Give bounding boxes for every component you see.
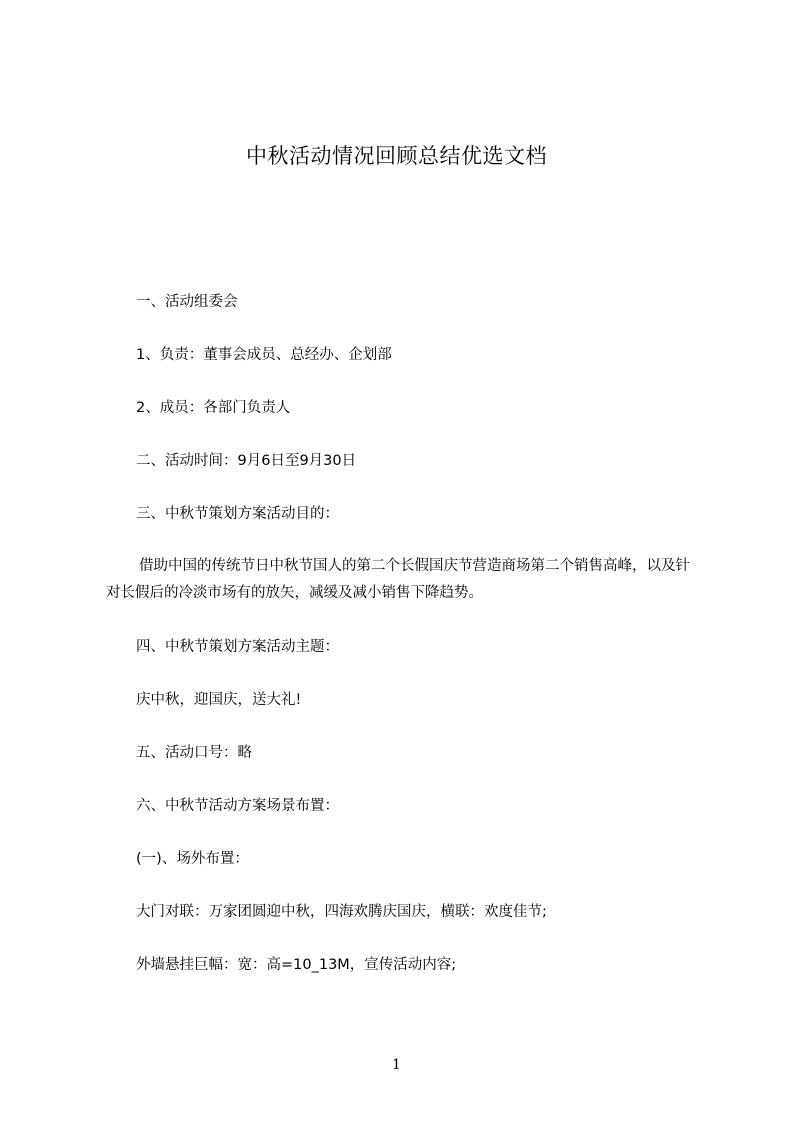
paragraph-members: 2、成员：各部门负责人	[136, 400, 291, 416]
paragraph-wall-banner: 外墙悬挂巨幅：宽：高=10_13M，宣传活动内容;	[136, 957, 457, 973]
subheading-outdoor-layout: (一)、场外布置：	[136, 851, 249, 867]
section-heading-scene-layout: 六、中秋节活动方案场景布置：	[136, 798, 339, 814]
section-heading-slogan: 五、活动口号：略	[136, 745, 252, 761]
section-heading-activity-purpose: 三、中秋节策划方案活动目的：	[136, 506, 339, 522]
paragraph-theme-body: 庆中秋，迎国庆，送大礼!	[136, 692, 302, 708]
document-title: 中秋活动情况回顾总结优选文档	[246, 144, 547, 168]
section-heading-organizing-committee: 一、活动组委会	[136, 294, 238, 310]
section-heading-activity-time: 二、活动时间：9月6日至9月30日	[136, 453, 357, 469]
paragraph-responsibility: 1、负责：董事会成员、总经办、企划部	[136, 347, 392, 363]
page-number: 1	[392, 1057, 401, 1073]
section-heading-activity-theme: 四、中秋节策划方案活动主题：	[136, 639, 339, 655]
paragraph-purpose-body: 借助中国的传统节日中秋节国人的第二个长假国庆节营造商场第二个销售高峰，以及针对长假后的冷淡市场有的放矢，减缓及减小销售下降趋势。	[106, 558, 690, 601]
paragraph-gate-couplet: 大门对联：万家团圆迎中秋，四海欢腾庆国庆，横联：欢度佳节;	[136, 904, 547, 920]
